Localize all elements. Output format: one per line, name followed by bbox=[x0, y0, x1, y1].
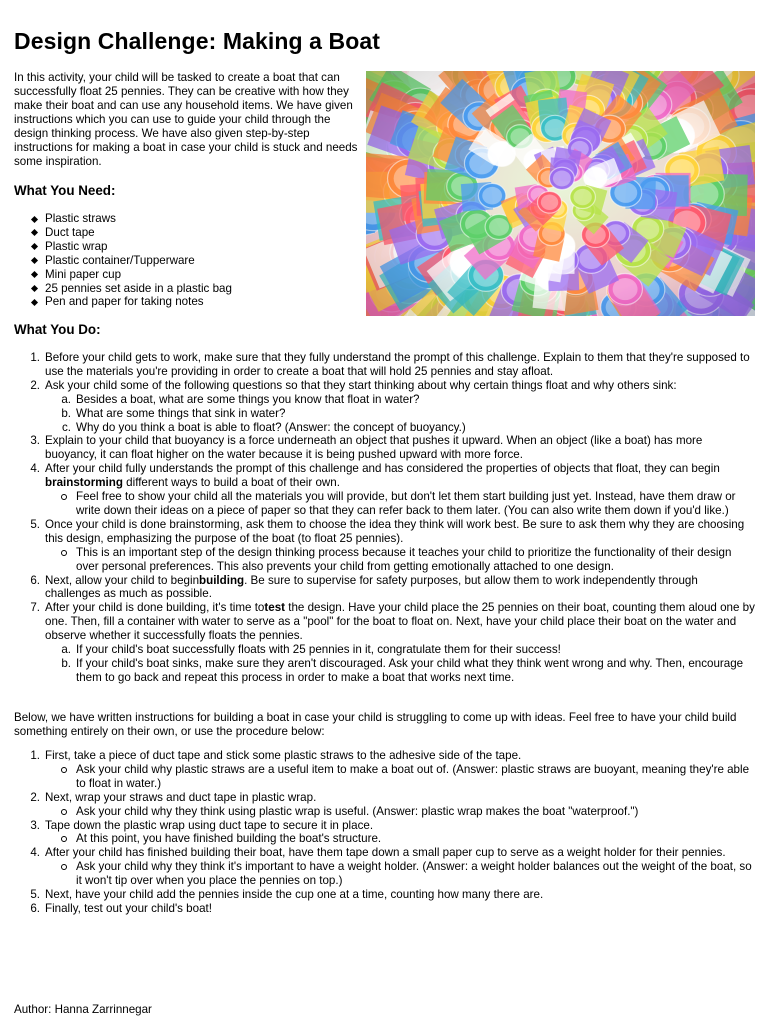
step-text: After your child has finished building their boat, have them tape down a small paper cup to serve as a weight holder for their pennies. bbox=[45, 846, 726, 860]
step-text: If your child's boat successfully floats with 25 pennies in it, congratulate them for their success! bbox=[76, 643, 561, 657]
step-number: 2. bbox=[30, 378, 40, 392]
intro-paragraph: In this activity, your child will be tasked to create a boat that can successfully float 25 pennies. They can be creative with how they make their boat and can use any household items. We have given instructions which you can use to guide your child through the design thinking process. We have also given step-by-step instructions for making a boat in case your child is stuck and needs some inspiration. bbox=[14, 71, 358, 168]
list-item bbox=[14, 546, 756, 574]
list-item: Plastic wrap bbox=[14, 240, 232, 254]
step-number: 5. bbox=[30, 517, 40, 531]
list-item bbox=[14, 421, 756, 435]
materials-list bbox=[14, 212, 232, 309]
straws-photo bbox=[366, 71, 755, 316]
straws-image bbox=[366, 71, 755, 316]
author-credit: Author: Hanna Zarrinnegar bbox=[14, 1003, 152, 1016]
list-item bbox=[14, 574, 756, 602]
step-number: 6. bbox=[30, 573, 40, 587]
alternate-instructions-paragraph: Below, we have written instructions for building a boat in case your child is struggling to come up with ideas. Feel free to have your child build something entirely on their own, or use the procedure below: bbox=[14, 711, 737, 738]
step-text: Tape down the plastic wrap using duct tape to secure it in place. bbox=[45, 818, 374, 832]
step-text-part: different ways to build a boat of their own. bbox=[122, 476, 340, 490]
step-text: Ask your child why plastic straws are a useful item to make a boat out of. (Answer: plastic straws are buoyant, meaning they're able to float in water.) bbox=[76, 762, 750, 790]
what-you-need-heading: What You Need: bbox=[14, 183, 116, 198]
list-item bbox=[14, 832, 756, 846]
step-number: 4. bbox=[30, 846, 40, 860]
step-text bbox=[45, 574, 756, 602]
list-item: Mini paper cup bbox=[14, 268, 232, 282]
step-text: Next, have your child add the pennies inside the cup one at a time, counting how many there are. bbox=[45, 888, 544, 902]
step-text: Ask your child why they think it's important to have a weight holder. (Answer: a weight holder balances out the weight of the boat, so it won't tip over when you place the pennies on top.) bbox=[76, 860, 752, 888]
step-text-part: After your child fully understands the prompt of this challenge and has considered the properties of objects that float, they can begin bbox=[45, 462, 720, 476]
bold-term: building bbox=[199, 573, 245, 587]
list-item bbox=[14, 407, 756, 421]
list-item bbox=[14, 601, 756, 643]
list-item bbox=[14, 518, 756, 546]
list-item: Plastic container/Tupperware bbox=[14, 254, 232, 268]
step-text bbox=[45, 601, 756, 643]
step-number: 3. bbox=[30, 434, 40, 448]
step-text: First, take a piece of duct tape and stick some plastic straws to the adhesive side of the tape. bbox=[45, 749, 522, 762]
page-title: Design Challenge: Making a Boat bbox=[14, 28, 381, 54]
list-item bbox=[14, 888, 756, 902]
step-text: What are some things that sink in water? bbox=[76, 406, 286, 420]
list-item bbox=[14, 860, 756, 888]
list-item bbox=[14, 657, 756, 685]
step-number: 3. bbox=[30, 818, 40, 832]
step-text-part: the design. Have your child place the 25 pennies on their boat, counting them aloud one by one. Then, fill a container with water to serve as a "pool" for the boat to float on. Next, have your child place their boat on the water and observe whether it successfully floats the pennies. bbox=[45, 601, 755, 643]
list-item bbox=[14, 805, 756, 819]
step-text: If your child's boat sinks, make sure they aren't discouraged. Ask your child what they think went wrong and why. Then, encourage them to go back and repeat this process in order to make a boat that works next time. bbox=[76, 656, 744, 684]
list-item bbox=[14, 379, 756, 393]
step-text: This is an important step of the design thinking process because it teaches your child to prioritize the functionality of their design over personal preferences. This also prevents your child from getting emotionally attached to one design. bbox=[76, 545, 732, 573]
step-text: Why do you think a boat is able to float? (Answer: the concept of buoyancy.) bbox=[76, 420, 466, 434]
what-you-do-heading: What You Do: bbox=[14, 322, 101, 337]
step-number: 6. bbox=[30, 901, 40, 915]
list-item bbox=[14, 643, 756, 657]
step-letter: a. bbox=[61, 392, 71, 406]
list-item bbox=[14, 490, 756, 518]
list-item: Pen and paper for taking notes bbox=[14, 295, 232, 309]
procedure-list bbox=[14, 351, 756, 685]
list-item bbox=[14, 819, 756, 833]
boat-procedure-list bbox=[14, 749, 756, 916]
step-number: 1. bbox=[30, 351, 40, 364]
step-text-part: After your child is done building, it's time to bbox=[45, 601, 265, 615]
step-number: 4. bbox=[30, 462, 40, 476]
list-item: Plastic straws bbox=[14, 212, 232, 226]
step-letter: b. bbox=[61, 656, 71, 670]
list-item bbox=[14, 749, 756, 763]
step-letter: c. bbox=[61, 420, 71, 434]
step-text: Explain to your child that buoyancy is a force underneath an object that pushes it upward. When an object (like a boat) has more buoyancy, it can float higher on the water because it is being pushed upward with more force. bbox=[45, 434, 703, 462]
list-item bbox=[14, 791, 756, 805]
list-item bbox=[14, 393, 756, 407]
step-number: 2. bbox=[30, 790, 40, 804]
step-number: 5. bbox=[30, 888, 40, 902]
bold-term: test bbox=[264, 601, 286, 615]
list-item bbox=[14, 462, 756, 490]
list-item: Duct tape bbox=[14, 226, 232, 240]
step-text: Once your child is done brainstorming, ask them to choose the idea they think will work best. Be sure to ask them why they are choosing this design, emphasizing the purpose of the boat (to float 25 pennies). bbox=[45, 517, 745, 545]
step-text-part: Next, allow your child to begin bbox=[45, 573, 200, 587]
step-text bbox=[45, 462, 756, 490]
list-item bbox=[14, 846, 756, 860]
list-item bbox=[14, 763, 756, 791]
step-number: 1. bbox=[30, 749, 40, 762]
bold-term: brainstorming bbox=[45, 476, 123, 490]
step-letter: b. bbox=[61, 406, 71, 420]
step-text: Next, wrap your straws and duct tape in plastic wrap. bbox=[45, 790, 317, 804]
list-item bbox=[14, 351, 756, 379]
step-text: Ask your child why they think using plastic wrap is useful. (Answer: plastic wrap makes the boat "waterproof.") bbox=[76, 804, 639, 818]
list-item bbox=[14, 434, 756, 462]
step-text-part: . Be sure to supervise for safety purposes, but allow them to work independently through challenges as much as possible. bbox=[45, 573, 698, 601]
list-item bbox=[14, 902, 756, 916]
step-text: Finally, test out your child's boat! bbox=[45, 901, 212, 915]
list-item: 25 pennies set aside in a plastic bag bbox=[14, 282, 232, 296]
step-text: Ask your child some of the following questions so that they start thinking about why certain things float and why others sink: bbox=[45, 378, 677, 392]
step-text: Feel free to show your child all the materials you will provide, but don't let them start building just yet. Instead, have them draw or write down their ideas on a piece of paper so that they can refer back to them later. (You can also write them down if you'd like.) bbox=[76, 490, 736, 517]
step-number: 7. bbox=[30, 601, 40, 615]
step-text: Before your child gets to work, make sure that they fully understand the prompt of this challenge. Explain to them that they're supposed to use the materials you're providing in order to create a boat that will hold 25 pennies and stay afloat. bbox=[45, 351, 750, 378]
step-letter: a. bbox=[61, 643, 71, 657]
step-text: Besides a boat, what are some things you know that float in water? bbox=[76, 392, 420, 406]
step-text: At this point, you have finished building the boat's structure. bbox=[76, 832, 382, 846]
